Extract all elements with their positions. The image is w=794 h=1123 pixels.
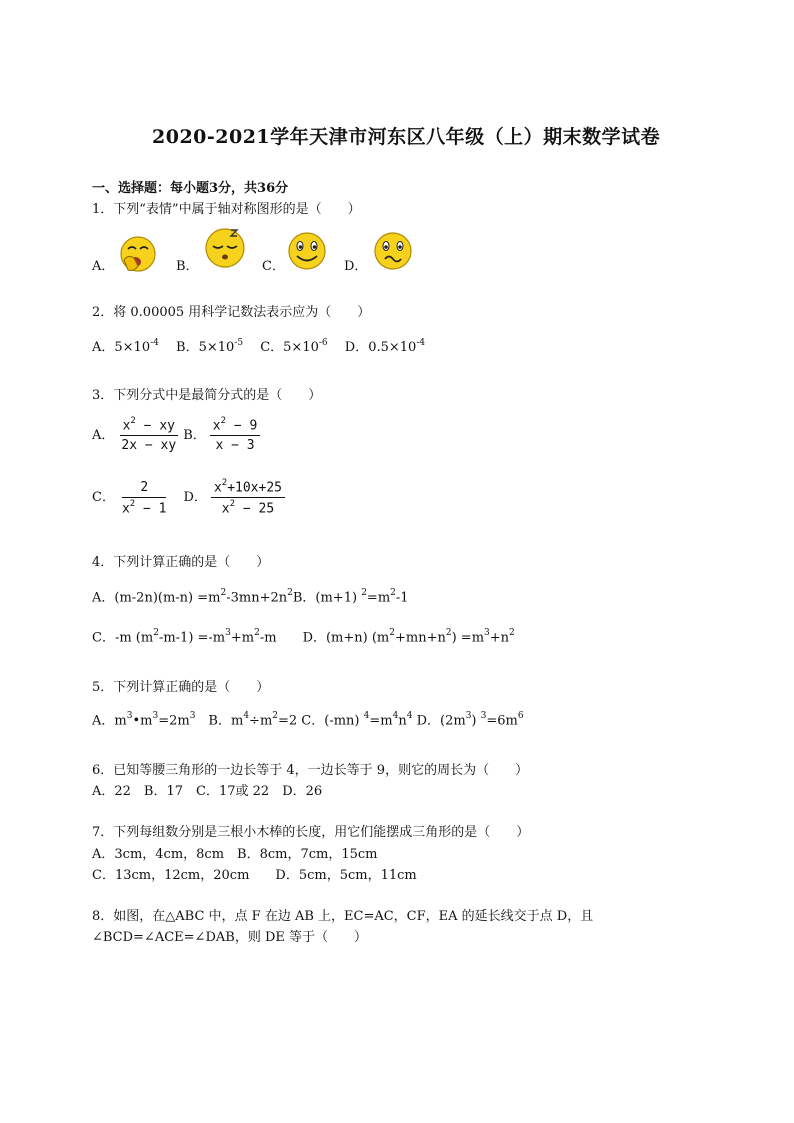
yawning-face-icon: [118, 234, 158, 276]
q5-stem: 5．下列计算正确的是（ ）: [92, 680, 270, 695]
q7-stem: 7．下列每组数分别是三根小木棒的长度，用它们能摆成三角形的是（ ）: [92, 825, 530, 840]
q6-stem: 6．已知等腰三角形的一边长等于 4，一边长等于 9，则它的周长为（ ）: [92, 763, 529, 778]
q2-option-d: D．$0.5\times 10^{-4}$: [344, 338, 426, 356]
q3-row-cd: [92, 480, 285, 516]
q3-row-ab: [92, 418, 260, 452]
q1-label-b: B．: [176, 259, 199, 274]
q3-stem: 3．下列分式中是最简分式的是（ ）: [92, 388, 322, 403]
q7-options-ab: A．3cm，4cm，8cm B．8cm，7cm，15cm: [92, 847, 378, 862]
q1-label-d: D．: [344, 259, 368, 274]
q1-stem: 1．下列“表情”中属于轴对称图形的是（ ）: [92, 202, 361, 217]
q1-label-c: C．: [262, 259, 285, 274]
q4-options-cd: C．-m $(m^2-m-1) =-m^3+m^2-m$ D．(m+n) $(m^2+mn+n^2) =m^3+n^2$: [92, 628, 515, 646]
q4-stem: 4．下列计算正确的是（ ）: [92, 555, 270, 570]
q7-options-cd: C．13cm，12cm，20cm D．5cm，5cm，11cm: [92, 868, 417, 883]
q6-options: A．22 B．17 C．17或 22 D．26: [92, 784, 323, 799]
q3-fraction-c: $\frac{2}{x^2 - 1}$: [121, 479, 167, 516]
section-heading: 一、选择题：每小题3分，共36分: [92, 181, 289, 196]
q8-stem-line2: ∠BCD=∠ACE=∠DAB，则 DE 等于（ ）: [92, 930, 367, 945]
exam-title: 2020-2021学年天津市河东区八年级（上）期末数学试卷: [152, 126, 661, 148]
q3-label-b: B．: [183, 427, 206, 443]
q3-label-c: C．: [92, 490, 115, 506]
q5-options: A．$m^3•m^3=2m^3$ B．$m^4\div m^2=2$ C．(-mn) $^4=m^4n^4$ D．$(2m^3)$ $^3=6m^6$: [92, 711, 524, 729]
q2-option-b: B．$5\times 10^{-5}$: [176, 338, 244, 356]
q8-stem-line1: 8．如图，在△ABC 中，点 F 在边 AB 上，EC=AC，CF，EA 的延长线交于点 D，且: [92, 909, 594, 924]
q2-option-c: C．$5\times 10^{-6}$: [260, 338, 328, 356]
q2-options: [92, 340, 425, 354]
q2-option-a: A．$5\times 10^{-4}$: [92, 338, 159, 356]
worried-face-icon: [372, 230, 414, 272]
q1-label-a: A．: [92, 259, 115, 274]
q3-fraction-b: $\frac{x^2 - 9}{x - 3}$: [210, 418, 261, 452]
q3-label-a: A．: [92, 427, 115, 443]
q4-options-ab: A．$(m-2n)(m-n) =m^2-3mn+2n^2B$．(m+1) $^2=m^2-1$: [92, 588, 409, 606]
q3-fraction-d: $\frac{x^2+10x+25}{x^2 - 25}$: [211, 480, 285, 516]
smiling-face-icon: [286, 230, 328, 272]
q2-stem: 2．将 0.00005 用科学记数法表示应为（ ）: [92, 305, 371, 320]
q3-label-d: D．: [183, 490, 207, 506]
sleepy-face-icon: [203, 226, 247, 270]
q3-fraction-a: $\frac{x^2 - xy}{2x - xy}$: [121, 416, 177, 454]
